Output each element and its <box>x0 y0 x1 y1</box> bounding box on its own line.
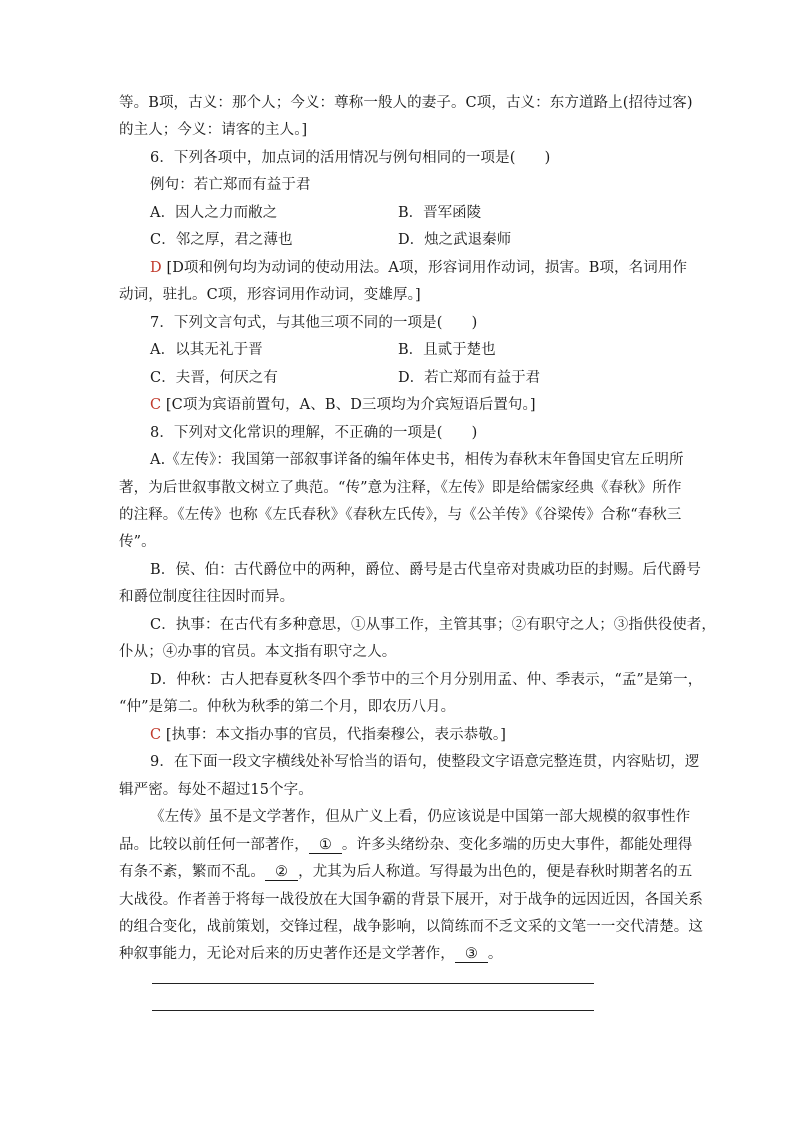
q9-passage-line-4: 大战役。作者善于将每一战役放在大国争霸的背景下展开，对于战争的远因近因，各国关系 <box>119 892 703 908</box>
q8-option-c-line-2: 仆从；④办事的官员。本文指有职守之人。 <box>119 644 397 660</box>
q9-passage-line-6 <box>119 944 503 964</box>
q9-passage-line-3 <box>119 862 692 882</box>
q8-option-b-line-2: 和爵位制度往往因时而异。 <box>119 589 295 605</box>
q6-option-a: A．因人之力而敝之 <box>150 205 278 221</box>
q6-answer-letter: D <box>150 260 162 276</box>
q8-option-d-line-1: D．仲秋：古人把春夏秋冬四个季节中的三个月分别用孟、仲、季表示，“孟”是第一， <box>150 672 703 688</box>
q7-answer-explanation: [C项为宾语前置句，A、B、D三项均为介宾短语后置句。] <box>165 397 536 413</box>
q7-option-a: A．以其无礼于晋 <box>150 342 263 358</box>
q9-passage-text: ，尤其为后人称道。写得最为出色的，便是春秋时期著名的五 <box>298 864 693 880</box>
intro-line-2: 的主人；今义：请客的主人。] <box>119 122 308 138</box>
q9-passage-text: 品。比较以前任何一部著作， <box>119 837 309 853</box>
q9-blank-1[interactable]: ① <box>309 837 342 854</box>
q9-passage-text: 有条不紊，繁而不乱。 <box>119 864 265 880</box>
q8-option-a-line-4: 传”。 <box>119 534 156 550</box>
intro-line-1: 等。B项，古义：那个人；今义：尊称一般人的妻子。C项，古义：东方道路上(招待过客) <box>119 95 693 111</box>
q9-passage-line-2 <box>119 835 692 855</box>
q6-option-c: C．邻之厚，君之薄也 <box>150 232 293 248</box>
answer-line-1[interactable] <box>152 983 594 984</box>
q8-option-a-line-2: 著，为后世叙事散文树立了典范。“传”意为注释，《左传》即是给儒家经典《春秋》所作 <box>119 480 682 496</box>
q8-answer <box>150 725 506 745</box>
q8-answer-letter: C <box>150 727 162 743</box>
q8-option-c-line-1: C．执事：在古代有多种意思，①从事工作，主管其事；②有职守之人；③指供役使者， <box>150 617 716 633</box>
q9-stem-line-1: 9．在下面一段文字横线处补写恰当的语句，使整段文字语意完整连贯，内容贴切，逻 <box>150 754 700 770</box>
q6-answer-explanation: [D项和例句均为动词的使动用法。A项，形容词用作动词，损害。B项，名词用作 <box>166 260 688 276</box>
q6-answer <box>150 258 687 278</box>
q8-answer-explanation: [执事：本文指办事的官员，代指秦穆公，表示恭敬。] <box>165 727 506 743</box>
q9-passage-text: 。 <box>487 946 503 962</box>
q6-option-d: D．烛之武退秦师 <box>398 232 512 248</box>
q7-answer <box>150 395 536 415</box>
q8-option-a-line-1: A.《左传》：我国第一部叙事详备的编年体史书，相传为春秋末年鲁国史官左丘明所 <box>150 452 684 468</box>
q7-stem: 7．下列文言句式，与其他三项不同的一项是( ) <box>150 315 478 331</box>
q6-example: 例句：若亡郑而有益于君 <box>150 177 311 193</box>
q7-option-d: D．若亡郑而有益于君 <box>398 370 541 386</box>
q8-stem: 8．下列对文化常识的理解，不正确的一项是( ) <box>150 425 478 441</box>
q6-option-b: B．晋军函陵 <box>398 205 482 221</box>
q8-option-b-line-1: B．侯、伯：古代爵位中的两种，爵位、爵号是古代皇帝对贵戚功臣的封赐。后代爵号 <box>150 562 701 578</box>
q9-passage-text: 。许多头绪纷杂、变化多端的历史大事件，都能处理得 <box>341 837 693 853</box>
q7-answer-letter: C <box>150 397 162 413</box>
q7-option-b: B．且贰于楚也 <box>398 342 496 358</box>
q9-blank-2[interactable]: ② <box>265 864 298 881</box>
q9-passage-text: 种叙事能力，无论对后来的历史著作还是文学著作， <box>119 946 455 962</box>
q6-answer-line-2: 动词，驻扎。C项，形容词用作动词，变雄厚。] <box>119 287 421 303</box>
q8-option-a-line-3: 的注释。《左传》也称《左氏春秋》《春秋左氏传》，与《公羊传》《谷梁传》合称“春秋三 <box>119 507 682 523</box>
q7-option-c: C．夫晋，何厌之有 <box>150 370 278 386</box>
answer-line-2[interactable] <box>152 1010 594 1011</box>
q9-stem-line-2: 辑严密。每处不超过15个字。 <box>119 782 313 798</box>
q6-stem: 6．下列各项中，加点词的活用情况与例句相同的一项是( ) <box>150 150 551 166</box>
q9-passage-line-5: 的组合变化，战前策划，交锋过程，战争影响，以简练而不乏文采的文笔一一交代清楚。这 <box>119 919 703 935</box>
q8-option-d-line-2: “仲”是第二。仲秋为秋季的第二个月，即农历八月。 <box>119 699 456 715</box>
q9-passage-line-1: 《左传》虽不是文学著作，但从广义上看，仍应该说是中国第一部大规模的叙事性作 <box>150 809 691 825</box>
q9-blank-3[interactable]: ③ <box>455 946 488 963</box>
